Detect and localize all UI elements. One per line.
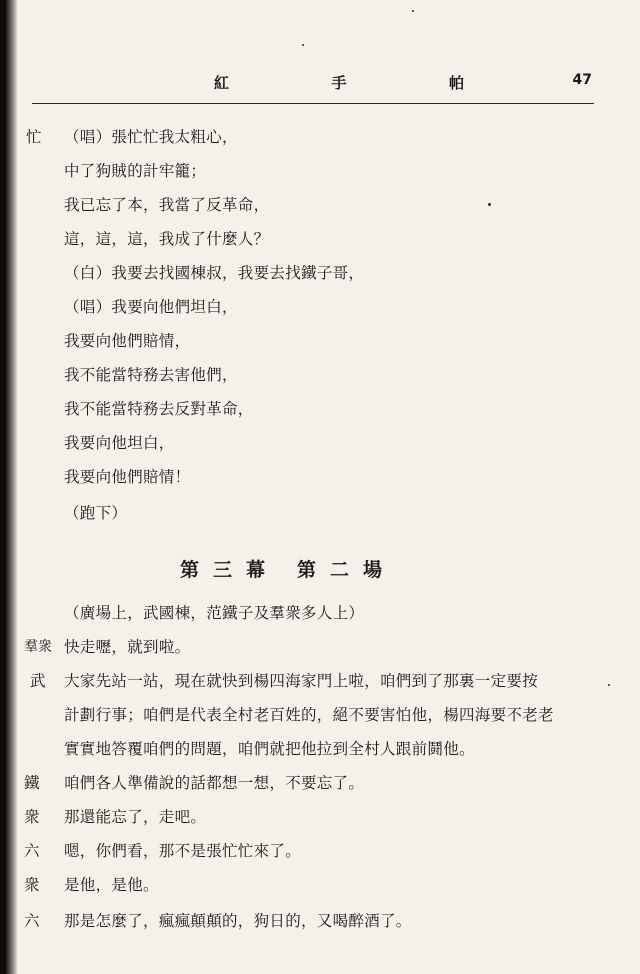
verse-line: 我要向他坦白，	[64, 434, 175, 452]
stage-direction: （廣場上，武國棟，范鐵子及羣衆多人上）	[64, 604, 365, 622]
verse-line: （唱）張忙忙我太粗心，	[64, 128, 238, 146]
dialogue-line: 實實地答覆咱們的問題，咱們就把他拉到全村人跟前鬪他。	[64, 740, 475, 758]
verse-line: 我已忘了本，我當了反革命，	[64, 196, 270, 214]
speaker-label: 羣衆	[24, 639, 52, 655]
verse-line: 我不能當特務去反對革命，	[64, 400, 254, 418]
dialogue-line: 快走嚦，就到啦。	[64, 638, 191, 656]
act-scene-heading	[180, 555, 396, 582]
book-binding-edge	[0, 0, 6, 974]
act-title: 第三幕	[180, 559, 280, 581]
verse-line: 這，這，這，我成了什麼人？	[64, 230, 270, 248]
dialogue-line: 嗯，你們看，那不是張忙忙來了。	[64, 842, 302, 860]
scene-title: 第二場	[297, 559, 397, 581]
speaker-label: 忙	[26, 128, 42, 146]
dialogue-line: 計劃行事；咱們是代表全村老百姓的，絕不要害怕他，楊四海要不老老	[64, 706, 554, 724]
dialogue-line: 是他，是他。	[64, 876, 159, 894]
page-number: 47	[572, 72, 592, 88]
header-title-char: 手	[331, 74, 347, 92]
verse-line: 中了狗賊的計牢籠；	[64, 162, 207, 180]
verse-line: 我要向他們賠情！	[64, 468, 191, 486]
verse-line: 我不能當特務去害他們，	[64, 366, 238, 384]
speaker-label: 武	[30, 672, 46, 690]
speaker-label: 六	[24, 842, 40, 860]
header-rule	[32, 103, 594, 104]
print-speck	[608, 684, 610, 686]
verse-line: （白）我要去找國棟叔，我要去找鐵子哥，	[64, 264, 365, 282]
speaker-label: 衆	[24, 876, 40, 894]
running-header	[36, 72, 592, 96]
speaker-label: 鐵	[24, 774, 40, 792]
print-speck	[302, 44, 304, 46]
print-speck	[412, 10, 414, 12]
dialogue-line: 咱們各人準備說的話都想一想，不要忘了。	[64, 774, 365, 792]
stage-direction: （跑下）	[64, 504, 128, 522]
dialogue-line: 大家先站一站，現在就快到楊四海家門上啦，咱們到了那裏一定要按	[64, 672, 539, 690]
verse-line: （唱）我要向他們坦白，	[64, 298, 238, 316]
speaker-label: 六	[24, 912, 40, 930]
speaker-label: 衆	[24, 808, 40, 826]
header-title-char: 帕	[448, 74, 464, 92]
header-title	[214, 72, 464, 93]
dialogue-line: 那是怎麼了，瘋瘋顛顛的，狗日的，又喝醉酒了。	[64, 912, 412, 930]
header-title-char: 紅	[214, 74, 230, 92]
verse-line: 我要向他們賠情，	[64, 332, 191, 350]
print-speck	[488, 203, 491, 206]
dialogue-line: 那還能忘了，走吧。	[64, 808, 207, 826]
